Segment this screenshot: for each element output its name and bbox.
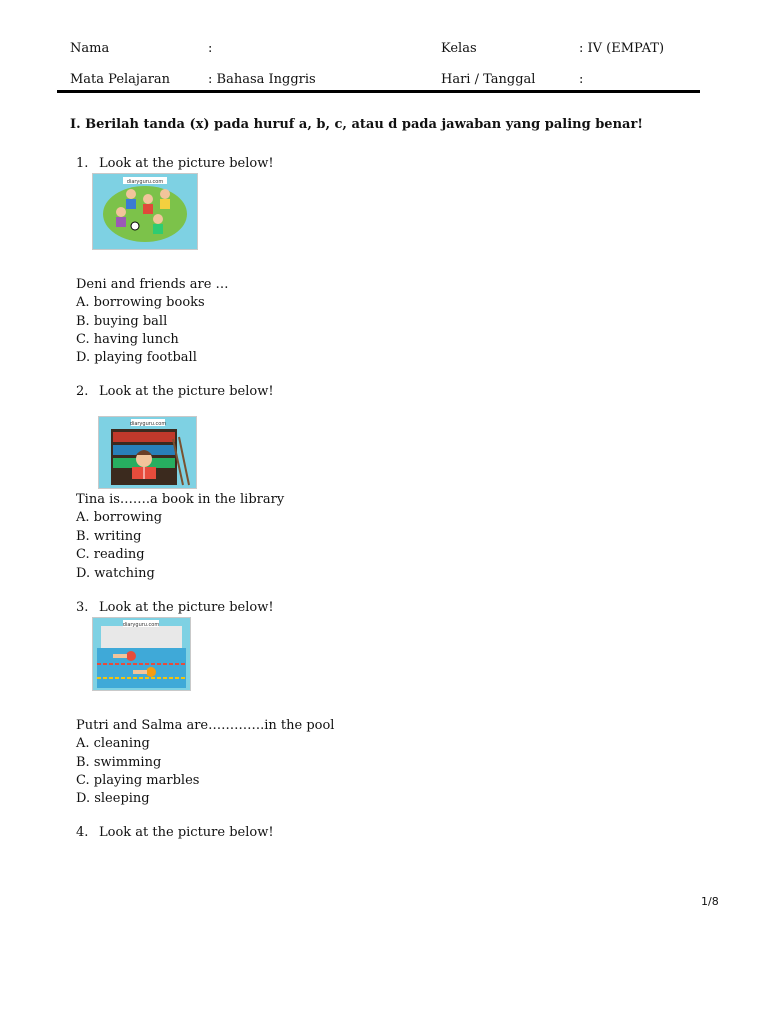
q2-option-b[interactable]: B. writing xyxy=(76,529,142,544)
kelas-value: : IV (EMPAT) xyxy=(579,41,665,56)
q2-option-d[interactable]: D. watching xyxy=(76,566,155,581)
q1-option-a[interactable]: A. borrowing books xyxy=(76,295,205,310)
q2-number: 2. xyxy=(76,384,89,399)
page-number: 1/8 xyxy=(701,895,719,908)
q3-option-b[interactable]: B. swimming xyxy=(76,755,162,770)
q1-number: 1. xyxy=(76,156,89,171)
q1-image-caption: diaryguru.com xyxy=(126,179,164,185)
q3-picture-swimming xyxy=(92,617,191,691)
q2-stem: Tina is…….a book in the library xyxy=(76,492,285,507)
q4-number: 4. xyxy=(76,825,89,840)
hari-colon: : xyxy=(579,72,584,87)
mapel-label: Mata Pelajaran xyxy=(70,72,171,87)
nama-label: Nama xyxy=(70,41,110,56)
q4-prompt: Look at the picture below! xyxy=(99,825,274,840)
mapel-value: : Bahasa Inggris xyxy=(208,72,316,87)
kelas-label: Kelas xyxy=(441,41,477,56)
q1-option-b[interactable]: B. buying ball xyxy=(76,314,168,329)
q2-picture-library xyxy=(98,416,197,489)
q2-option-a[interactable]: A. borrowing xyxy=(76,510,163,525)
q3-stem: Putri and Salma are………….in the pool xyxy=(76,718,335,733)
q1-stem: Deni and friends are … xyxy=(76,277,229,292)
q2-image-caption: diaryguru.com xyxy=(129,421,167,427)
hari-label: Hari / Tanggal xyxy=(441,72,536,87)
q1-picture-football xyxy=(92,173,198,250)
q3-prompt: Look at the picture below! xyxy=(99,600,274,615)
nama-colon: : xyxy=(208,41,213,56)
q3-image-caption: diaryguru.com xyxy=(122,622,160,628)
q2-prompt: Look at the picture below! xyxy=(99,384,274,399)
q1-option-c[interactable]: C. having lunch xyxy=(76,332,179,347)
q2-option-c[interactable]: C. reading xyxy=(76,547,145,562)
q1-option-d[interactable]: D. playing football xyxy=(76,350,197,365)
instruction: I. Berilah tanda (x) pada huruf a, b, c, atau d pada jawaban yang paling benar! xyxy=(70,117,643,132)
q3-option-d[interactable]: D. sleeping xyxy=(76,791,150,806)
q3-option-c[interactable]: C. playing marbles xyxy=(76,773,200,788)
q1-prompt: Look at the picture below! xyxy=(99,156,274,171)
q3-option-a[interactable]: A. cleaning xyxy=(76,736,150,751)
q3-number: 3. xyxy=(76,600,89,615)
header-divider xyxy=(57,90,700,93)
